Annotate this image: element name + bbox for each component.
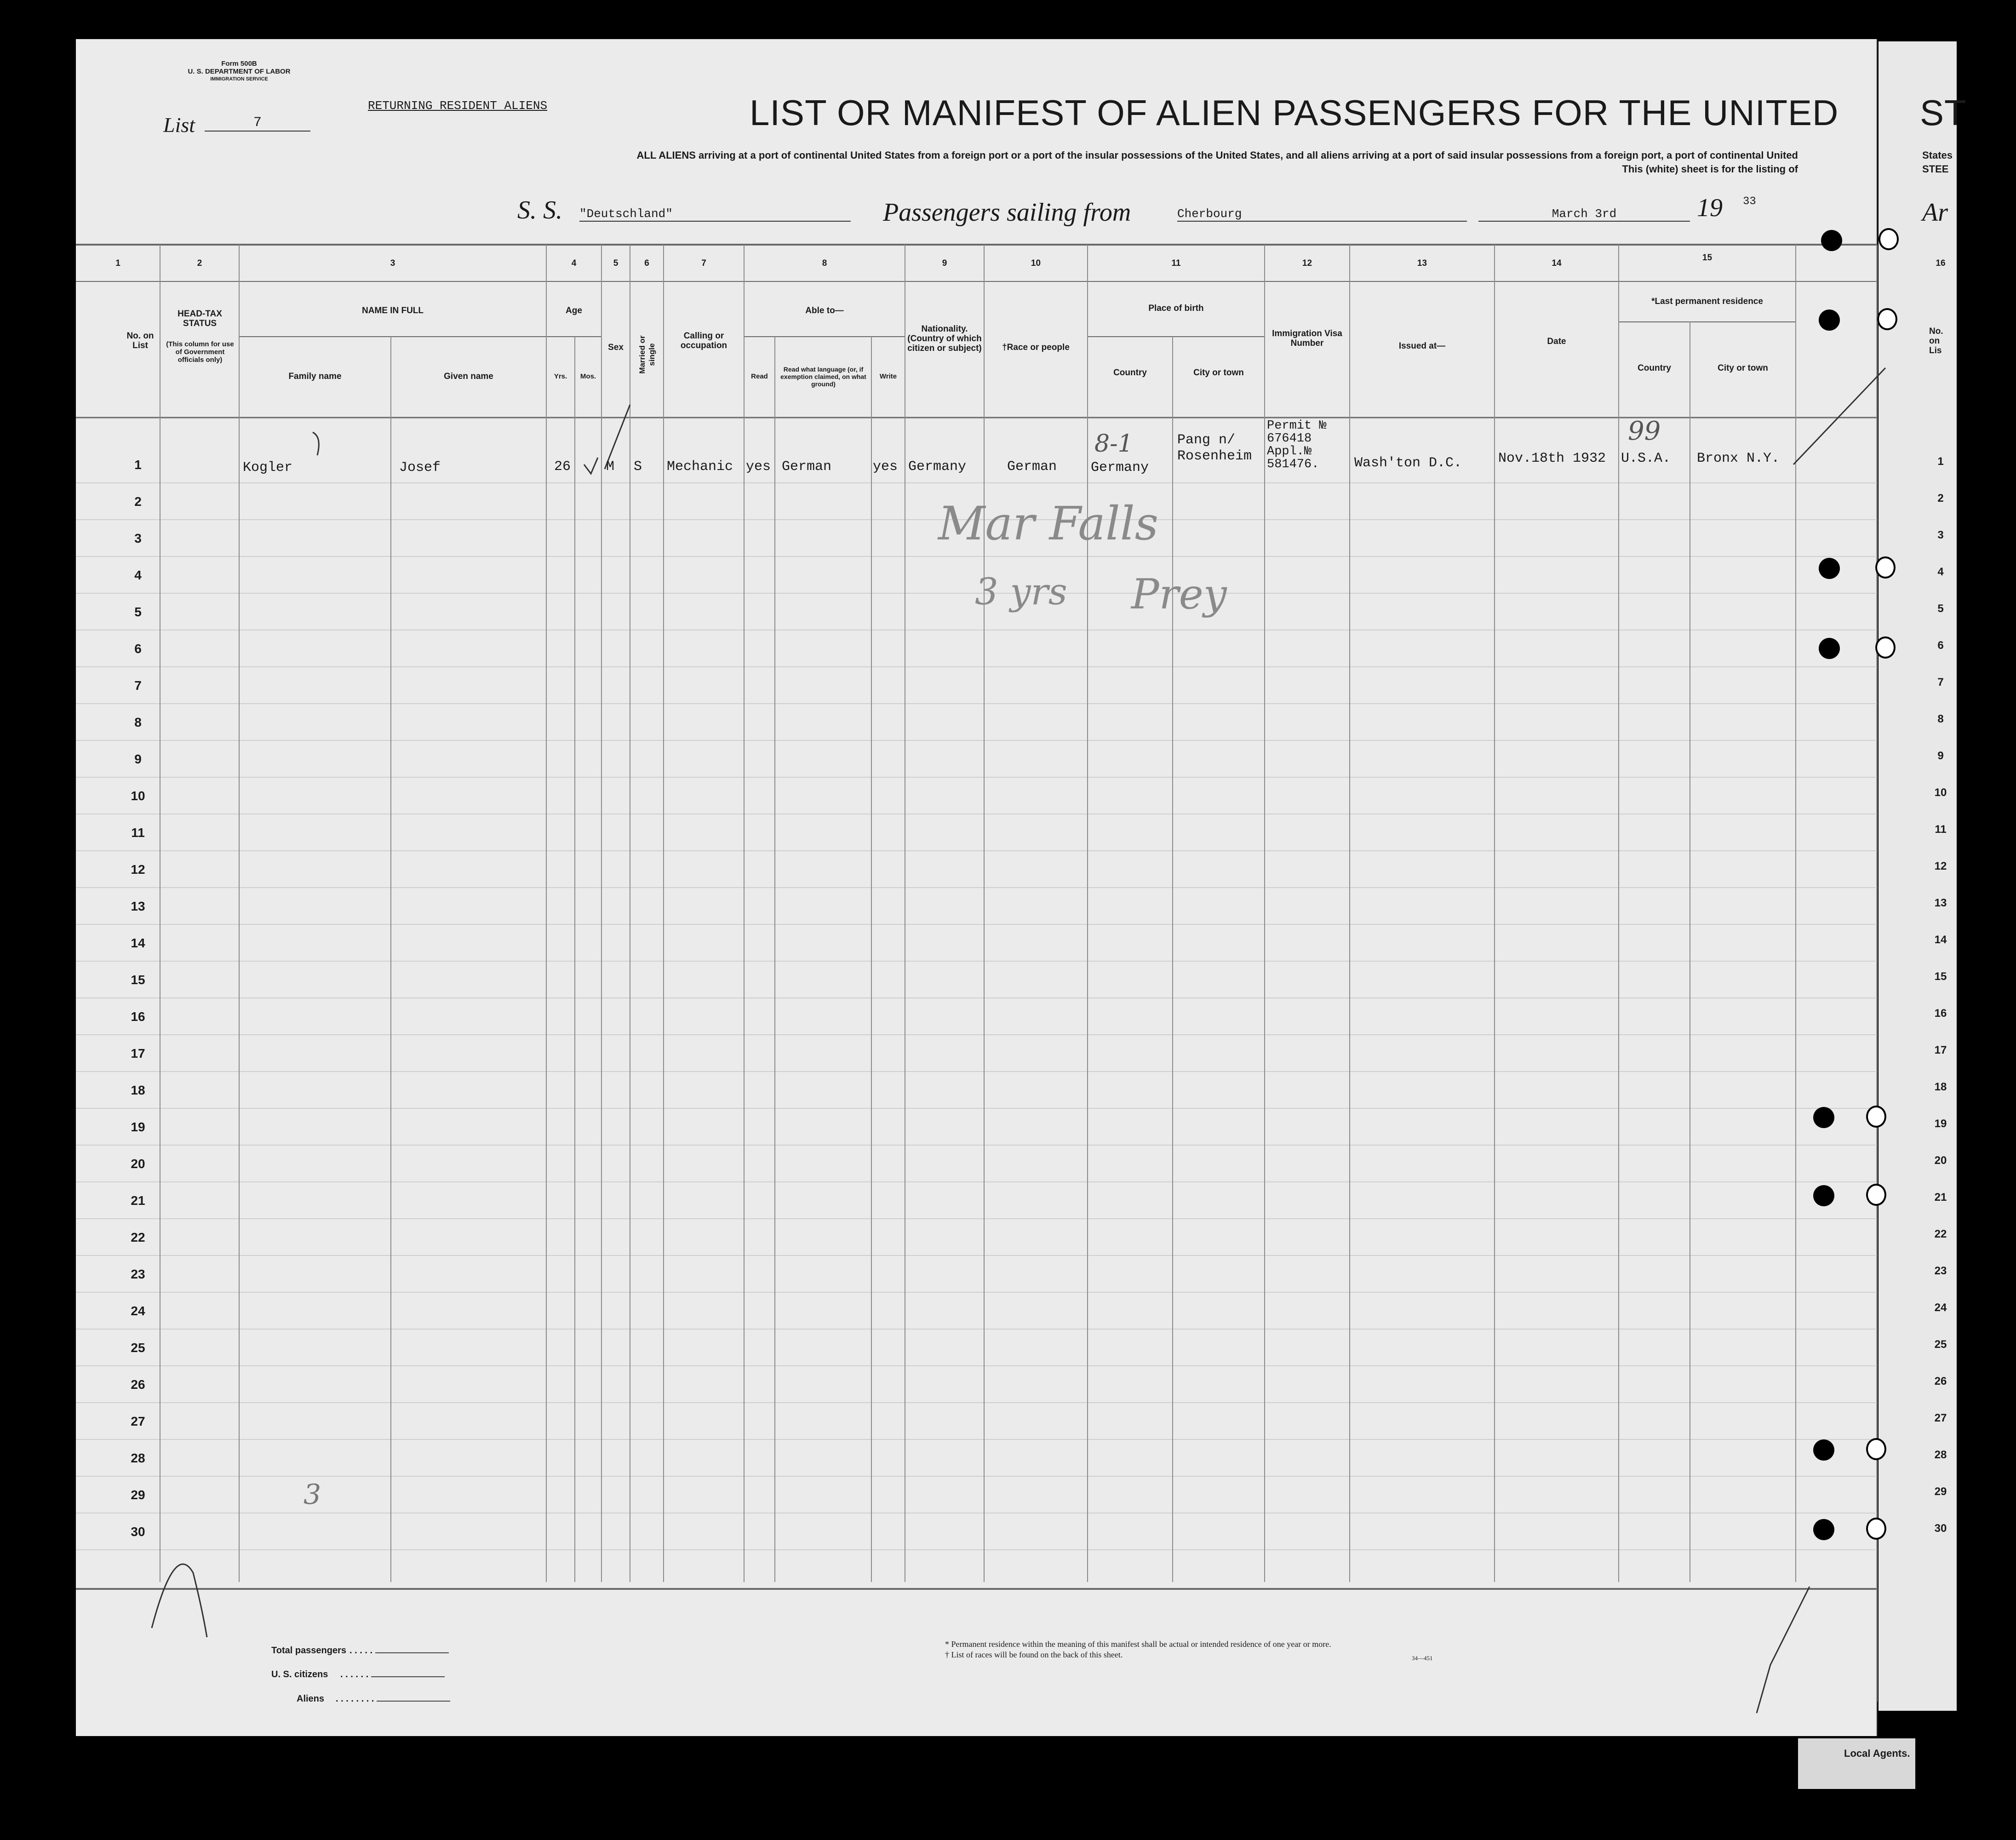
row-number: 18 [131, 1083, 145, 1097]
row-number-col16: 13 [1934, 897, 1947, 909]
header-family-name: Family name [288, 372, 342, 381]
footer-aliens-dots: . . . . . . . . [336, 1694, 450, 1704]
row-number-col16: 26 [1934, 1375, 1947, 1387]
port-name: Cherbourg [1177, 207, 1467, 222]
row-number: 16 [131, 1009, 145, 1024]
col-num-11: 11 [1171, 258, 1181, 268]
header-head-tax-note: (This column for use of Government officials only) [166, 340, 234, 364]
list-number: 7 [205, 115, 310, 132]
row-number-col16: 27 [1934, 1412, 1947, 1424]
col-num-7: 7 [701, 258, 706, 268]
entry-res-country: U.S.A. [1621, 451, 1671, 466]
row-number-col16: 15 [1934, 970, 1947, 983]
punch-hole [1813, 1107, 1834, 1128]
year-prefix: 19 [1697, 194, 1723, 222]
header-sex: Sex [608, 343, 624, 352]
row-number: 29 [131, 1488, 145, 1502]
row-number: 25 [131, 1341, 145, 1355]
col-num-12: 12 [1302, 258, 1312, 268]
row-number-col16: 30 [1934, 1522, 1947, 1535]
entry-visa-line-1: Permit № [1267, 419, 1327, 433]
entry-family-name: Kogler [243, 460, 293, 476]
header-calling: Calling or occupation [680, 331, 727, 350]
punch-hole [1813, 1439, 1834, 1461]
row-number: 3 [134, 531, 142, 545]
form-number: Form 500B [221, 60, 257, 68]
header-race: †Race or people [1002, 343, 1070, 352]
row-number: 23 [131, 1267, 145, 1281]
col-num-6: 6 [644, 258, 649, 268]
header-read-language: Read what language (or, if exemption claimed, on what ground) [780, 366, 866, 388]
punch-hole [1819, 310, 1840, 331]
header-no-on-list: No. on List [126, 331, 154, 350]
row-number-col16: 28 [1934, 1449, 1947, 1461]
entry-birth-city-2: Rosenheim [1177, 448, 1252, 464]
row-number: 28 [131, 1451, 145, 1465]
row-number: 1 [134, 458, 142, 472]
handwritten-note-1: Mar Falls [938, 497, 1159, 550]
row-number: 2 [134, 494, 142, 509]
local-agents-tab [1798, 1738, 1915, 1789]
header-read: Read [751, 373, 768, 380]
row-number-col16: 11 [1935, 823, 1947, 836]
handwritten-8-1: 8-1 [1094, 430, 1133, 458]
punch-hole [1877, 308, 1897, 330]
footer-citizens-label: U. S. citizens [271, 1669, 328, 1680]
row-number: 9 [134, 752, 142, 766]
header-last-residence: *Last permanent residence [1651, 297, 1763, 306]
row-number-col16: 17 [1934, 1044, 1947, 1056]
header-given-name: Given name [444, 372, 493, 381]
row-number-col16: 14 [1934, 934, 1947, 946]
row-number: 17 [131, 1046, 145, 1060]
punch-hole [1813, 1519, 1834, 1540]
punch-hole [1866, 1438, 1886, 1460]
row-number-col16: 9 [1937, 750, 1944, 762]
handwritten-note-2: 3 yrs [975, 570, 1067, 613]
header-mos: Mos. [580, 373, 596, 380]
punch-hole [1875, 636, 1896, 659]
entry-sex: M [606, 459, 615, 475]
row-number: 4 [134, 568, 142, 582]
footnote-races: † List of races will be found on the back of this sheet. [945, 1650, 1123, 1659]
row-number-col16: 24 [1934, 1301, 1947, 1314]
punch-hole [1866, 1184, 1886, 1206]
col-num-10: 10 [1031, 258, 1041, 268]
header-name-in-full: NAME IN FULL [361, 306, 424, 315]
sailing-date: March 3rd [1478, 207, 1690, 222]
row-number: 13 [131, 899, 145, 913]
header-able-to: Able to— [805, 306, 844, 315]
row-number-col16: 2 [1937, 492, 1944, 504]
punch-hole [1821, 230, 1842, 251]
header-married-or-single: Married or single [638, 335, 656, 374]
row-number-col16: 21 [1934, 1191, 1947, 1204]
row-number-col16: 1 [1937, 455, 1944, 468]
footer-total-label: Total passengers [271, 1645, 347, 1656]
entry-nationality: Germany [908, 459, 967, 475]
entry-res-city: Bronx N.Y. [1697, 451, 1780, 466]
page-title-continued: ST [1920, 92, 1967, 133]
col-num-1: 1 [115, 258, 120, 268]
header-head-tax: HEAD-TAX STATUS [178, 309, 222, 328]
entry-occupation: Mechanic [667, 459, 733, 475]
entry-write: yes [873, 459, 898, 475]
department-name: U. S. DEPARTMENT OF LABOR [188, 68, 291, 75]
entry-age: 26 [554, 459, 571, 475]
row-number-col16: 16 [1934, 1007, 1947, 1020]
right-snippet-2: STEE [1922, 163, 1949, 175]
row-number-col16: 8 [1937, 713, 1944, 725]
list-type: RETURNING RESIDENT ALIENS [368, 99, 548, 113]
row-number: 7 [134, 678, 142, 693]
ship-name: "Deutschland" [579, 207, 851, 222]
hand-check-marks [152, 368, 1885, 1713]
col-num-4: 4 [571, 258, 577, 268]
page-title: LIST OR MANIFEST OF ALIEN PASSENGERS FOR THE UNITED [750, 92, 1839, 133]
col-num-15: 15 [1702, 253, 1712, 263]
punch-hole [1973, 1522, 1988, 1543]
header-res-country: Country [1638, 363, 1671, 373]
row-number: 11 [131, 825, 145, 840]
row-number-col16: 10 [1934, 786, 1947, 799]
punch-hole [1866, 1518, 1886, 1540]
footnote-residence: * Permanent residence within the meaning of this manifest shall be actual or intended residence of one year or more. [945, 1639, 1331, 1649]
year-suffix: 33 [1743, 195, 1756, 208]
header-birth-country: Country [1113, 368, 1147, 378]
entry-given-name: Josef [399, 460, 441, 476]
header-age: Age [566, 306, 582, 315]
col-num-2: 2 [197, 258, 202, 268]
handwritten-3: 3 [304, 1479, 321, 1511]
row-number: 10 [131, 789, 145, 803]
row-number: 27 [131, 1414, 145, 1428]
row-number: 19 [131, 1120, 145, 1134]
header-place-of-birth: Place of birth [1148, 304, 1204, 313]
header-visa-number: Immigration Visa Number [1272, 329, 1342, 348]
row-number-col16: 29 [1934, 1485, 1947, 1498]
header-nationality: Nationality. (Country of which citizen or subject) [907, 324, 982, 353]
footer-total-dots: . . . . . [349, 1645, 449, 1656]
local-agents-label: Local Agents. [1844, 1748, 1910, 1759]
row-number-col16: 18 [1934, 1081, 1947, 1093]
row-number: 8 [134, 715, 142, 729]
row-number: 21 [131, 1193, 145, 1208]
header-birth-city: City or town [1193, 368, 1244, 378]
header-col16-snippet: No. on Lis [1929, 327, 1943, 355]
entry-marital: S [634, 459, 642, 475]
subtitle-line-1: ALL ALIENS arriving at a port of continental United States from a foreign port or a port of the insular possessions of the United States, and all aliens arriving at a port of said insular possessions from a foreign port, a port of continental United [636, 149, 1798, 161]
entry-visa-line-4: 581476. [1267, 458, 1319, 471]
row-number-col16: 12 [1934, 860, 1947, 872]
col-num-13: 13 [1417, 258, 1427, 268]
footer-code: 34—451 [1412, 1655, 1433, 1662]
row-number: 5 [134, 605, 142, 619]
list-label: List [163, 113, 195, 137]
row-number: 24 [131, 1304, 145, 1318]
header-yrs: Yrs. [554, 373, 567, 380]
col-num-9: 9 [942, 258, 947, 268]
punch-hole [1866, 1106, 1886, 1128]
subtitle-line-2: This (white) sheet is for the listing of [1622, 163, 1798, 175]
col-num-3: 3 [390, 258, 395, 268]
col-num-8: 8 [822, 258, 827, 268]
header-issued-at: Issued at— [1398, 341, 1446, 351]
row-number: 30 [131, 1525, 145, 1539]
entry-read: yes [746, 459, 771, 475]
row-number-col16: 7 [1937, 676, 1944, 688]
row-number-col16: 20 [1934, 1154, 1947, 1167]
punch-hole [1875, 556, 1896, 579]
service-name: IMMIGRATION SERVICE [210, 76, 268, 82]
entry-read-language: German [782, 459, 832, 475]
row-number: 15 [131, 973, 145, 987]
row-number: 14 [131, 936, 145, 950]
entry-visa-line-2: 676418 [1267, 432, 1312, 446]
entry-issue-date: Nov.18th 1932 [1498, 451, 1606, 466]
entry-race: German [1007, 459, 1057, 475]
entry-birth-country: Germany [1091, 460, 1149, 476]
punch-hole [1819, 638, 1840, 659]
punch-hole [1879, 228, 1899, 250]
row-number-col16: 6 [1937, 639, 1944, 652]
row-number: 26 [131, 1377, 145, 1392]
handwritten-99: 99 [1628, 416, 1661, 446]
footer-aliens-label: Aliens [297, 1694, 325, 1704]
row-number-col16: 3 [1937, 529, 1944, 541]
entry-issued-at: Wash'ton D.C. [1354, 455, 1462, 471]
row-number-col16: 4 [1937, 566, 1944, 578]
row-rules [76, 483, 1877, 1550]
col-num-14: 14 [1552, 258, 1562, 268]
punch-hole [1819, 558, 1840, 579]
row-number-col16: 22 [1934, 1228, 1947, 1240]
row-number: 20 [131, 1157, 145, 1171]
col-num-16: 16 [1936, 258, 1946, 268]
handwritten-note-3: Prey [1131, 570, 1227, 619]
row-number-col16: 5 [1937, 602, 1944, 615]
row-number: 22 [131, 1230, 145, 1244]
right-snippet-3: Ar [1922, 198, 1948, 227]
row-number-col16: 19 [1934, 1118, 1947, 1130]
header-date: Date [1547, 337, 1566, 346]
punch-hole [1973, 1449, 1988, 1470]
entry-birth-city-1: Pang n/ [1177, 432, 1236, 448]
header-write: Write [879, 373, 897, 380]
footer-citizens-dots: . . . . . . [340, 1669, 445, 1680]
header-res-city: City or town [1718, 363, 1768, 373]
row-number-col16: 25 [1934, 1338, 1947, 1351]
punch-hole [1813, 1185, 1834, 1206]
entry-visa-line-3: Appl.№ [1267, 445, 1312, 459]
col-num-5: 5 [613, 258, 619, 268]
entry-visa [1267, 419, 1327, 471]
row-number-col16: 23 [1934, 1265, 1947, 1277]
right-snippet-1: States [1922, 149, 1953, 161]
sailing-label: Passengers sailing from [883, 198, 1131, 227]
row-number: 6 [134, 642, 142, 656]
row-number: 12 [131, 862, 145, 877]
ss-label: S. S. [517, 196, 562, 224]
